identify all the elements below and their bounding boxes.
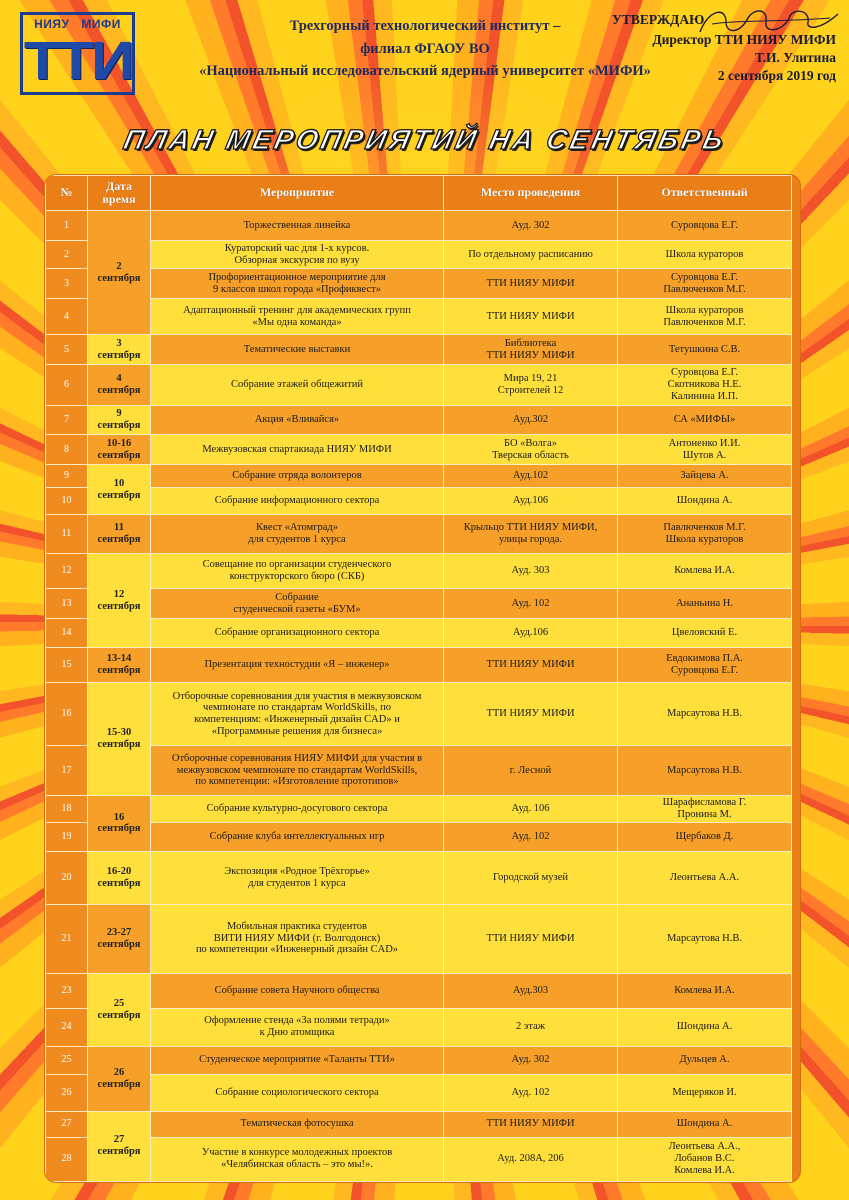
event-cell: Квест «Атомград» для студентов 1 курса <box>151 515 444 554</box>
table-row <box>46 554 792 589</box>
place-cell: БО «Волга» Тверская область <box>444 435 618 465</box>
responsible-cell: Щербаков Д. <box>618 822 792 851</box>
event-cell: Отборочные соревнования для участия в межвузовском чемпионате по стандартам WorldSkills, по компетенциям: «Инженерный дизайн CAD» и «Программные решения для бизнеса» <box>151 683 444 746</box>
row-number: 23 <box>46 973 88 1008</box>
header-responsible: Ответственный <box>618 176 792 211</box>
header-num: № <box>46 176 88 211</box>
event-cell: Собрание информационного сектора <box>151 488 444 515</box>
row-number: 1 <box>46 211 88 241</box>
row-number: 24 <box>46 1008 88 1046</box>
event-cell: Собрание этажей общежитий <box>151 365 444 406</box>
event-cell: Адаптационный тренинг для академических групп «Мы одна команда» <box>151 299 444 335</box>
header-date: Дата время <box>88 176 151 211</box>
responsible-cell: Суровцова Е.Г. Скотникова Н.Е. Калинина И.П. <box>618 365 792 406</box>
responsible-cell: Школа кураторов Павлюченков М.Г. <box>618 299 792 335</box>
responsible-cell: Тетушкина С.В. <box>618 335 792 365</box>
row-number: 2 <box>46 241 88 269</box>
row-number: 7 <box>46 406 88 435</box>
row-date: 2 сентября <box>88 211 151 335</box>
place-cell: Мира 19, 21 Строителей 12 <box>444 365 618 406</box>
place-cell: Ауд. 102 <box>444 589 618 619</box>
row-number: 12 <box>46 554 88 589</box>
place-cell: ТТИ НИЯУ МИФИ <box>444 299 618 335</box>
responsible-cell: Школа кураторов <box>618 241 792 269</box>
place-cell: 2 этаж <box>444 1008 618 1046</box>
row-date: 16-20 сентября <box>88 851 151 904</box>
place-cell: Городской музей <box>444 851 618 904</box>
place-cell: ТТИ НИЯУ МИФИ <box>444 269 618 299</box>
place-cell: Ауд. 302 <box>444 211 618 241</box>
row-number: 28 <box>46 1137 88 1181</box>
approval-word: УТВЕРЖДАЮ <box>612 12 705 27</box>
responsible-cell: Леонтьева А.А. <box>618 851 792 904</box>
table-row <box>46 515 792 554</box>
approval-position: Директор ТТИ НИЯУ МИФИ <box>652 32 836 47</box>
row-date: 16 сентября <box>88 796 151 852</box>
row-number: 26 <box>46 1074 88 1111</box>
row-date: 23-27 сентября <box>88 904 151 973</box>
event-cell: Совещание по организации студенческого конструкторского бюро (СКБ) <box>151 554 444 589</box>
row-number: 13 <box>46 589 88 619</box>
row-date: 10-16 сентября <box>88 435 151 465</box>
table-row <box>46 973 792 1008</box>
row-date: 25 сентября <box>88 973 151 1046</box>
place-cell: Ауд. 208А, 206 <box>444 1137 618 1181</box>
event-cell: Собрание клуба интеллектуальных игр <box>151 822 444 851</box>
responsible-cell: Мещеряков И. <box>618 1074 792 1111</box>
row-number: 21 <box>46 904 88 973</box>
logo-top-text: НИЯУ МИФИ <box>34 17 121 31</box>
row-number: 6 <box>46 365 88 406</box>
responsible-cell: Павлюченков М.Г. Школа кураторов <box>618 515 792 554</box>
table-row <box>46 683 792 746</box>
table-row <box>46 822 792 851</box>
place-cell: Ауд.102 <box>444 465 618 488</box>
row-number: 16 <box>46 683 88 746</box>
responsible-cell: Цвеловский Е. <box>618 619 792 648</box>
table-row <box>46 1137 792 1181</box>
approval-block <box>652 31 836 85</box>
table-row <box>46 1074 792 1111</box>
table-row <box>46 465 792 488</box>
responsible-cell: Антоненко И.И. Шутов А. <box>618 435 792 465</box>
event-cell: Кураторский час для 1-х курсов. Обзорная экскурсия по вузу <box>151 241 444 269</box>
responsible-cell: Шондина А. <box>618 488 792 515</box>
event-cell: Акция «Вливайся» <box>151 406 444 435</box>
row-date: 26 сентября <box>88 1046 151 1111</box>
logo-big-text: ТТИ <box>23 31 132 91</box>
event-cell: Мобильная практика студентов ВИТИ НИЯУ МИФИ (г. Волгодонск) по компетенции «Инженерный дизайн CAD» <box>151 904 444 973</box>
row-number: 20 <box>46 851 88 904</box>
responsible-cell: СА «МИФЫ» <box>618 406 792 435</box>
table-row <box>46 299 792 335</box>
table-row <box>46 435 792 465</box>
place-cell: Ауд.303 <box>444 973 618 1008</box>
row-date: 3 сентября <box>88 335 151 365</box>
table-row <box>46 365 792 406</box>
responsible-cell: Марсаутова Н.В. <box>618 683 792 746</box>
event-cell: Тематические выставки <box>151 335 444 365</box>
event-cell: Профориентационное мероприятие для 9 классов школ города «Профиквест» <box>151 269 444 299</box>
responsible-cell: Суровцова Е.Г. Павлюченков М.Г. <box>618 269 792 299</box>
place-cell: Ауд. 302 <box>444 1046 618 1074</box>
row-date: 27 сентября <box>88 1111 151 1181</box>
place-cell: По отдельному расписанию <box>444 241 618 269</box>
row-date: 12 сентября <box>88 554 151 648</box>
row-date: 9 сентября <box>88 406 151 435</box>
table-row <box>46 406 792 435</box>
place-cell: Ауд.106 <box>444 619 618 648</box>
event-cell: Участие в конкурсе молодежных проектов «Челябинская область – это мы!». <box>151 1137 444 1181</box>
header-event: Мероприятие <box>151 176 444 211</box>
place-cell: Ауд. 303 <box>444 554 618 589</box>
row-number: 15 <box>46 648 88 683</box>
row-number: 5 <box>46 335 88 365</box>
row-number: 25 <box>46 1046 88 1074</box>
table-row <box>46 619 792 648</box>
event-cell: Торжественная линейка <box>151 211 444 241</box>
table-header <box>46 176 792 211</box>
event-cell: Собрание студенческой газеты «БУМ» <box>151 589 444 619</box>
responsible-cell: Дульцев А. <box>618 1046 792 1074</box>
place-cell: г. Лесной <box>444 746 618 796</box>
row-number: 18 <box>46 796 88 823</box>
row-number: 14 <box>46 619 88 648</box>
event-cell: Экспозиция «Родное Трёхгорье» для студентов 1 курса <box>151 851 444 904</box>
row-date: 10 сентября <box>88 465 151 515</box>
row-date: 4 сентября <box>88 365 151 406</box>
responsible-cell: Суровцова Е.Г. <box>618 211 792 241</box>
event-cell: Отборочные соревнования НИЯУ МИФИ для участия в межвузовском чемпионате по стандартам WorldSkills, по компетенции: «Изготовление прототипов» <box>151 746 444 796</box>
place-cell: ТТИ НИЯУ МИФИ <box>444 648 618 683</box>
event-cell: Собрание культурно-досугового сектора <box>151 796 444 823</box>
responsible-cell: Комлева И.А. <box>618 554 792 589</box>
responsible-cell: Комлева И.А. <box>618 973 792 1008</box>
event-cell: Студенческое мероприятие «Таланты ТТИ» <box>151 1046 444 1074</box>
place-cell: Библиотека ТТИ НИЯУ МИФИ <box>444 335 618 365</box>
row-number: 19 <box>46 822 88 851</box>
event-cell: Собрание социологического сектора <box>151 1074 444 1111</box>
event-cell: Собрание совета Научного общества <box>151 973 444 1008</box>
responsible-cell: Шарафисламова Г. Пронина М. <box>618 796 792 823</box>
row-number: 4 <box>46 299 88 335</box>
header-place: Место проведения <box>444 176 618 211</box>
table-row <box>46 796 792 823</box>
place-cell: ТТИ НИЯУ МИФИ <box>444 683 618 746</box>
approval-date: 2 сентября 2019 год <box>717 68 836 83</box>
responsible-cell: Евдокимова П.А. Суровцова Е.Г. <box>618 648 792 683</box>
row-number: 27 <box>46 1111 88 1137</box>
responsible-cell: Шондина А. <box>618 1008 792 1046</box>
place-cell: Ауд. 102 <box>444 822 618 851</box>
row-date: 13-14 сентября <box>88 648 151 683</box>
responsible-cell: Ананьина Н. <box>618 589 792 619</box>
table-row <box>46 1008 792 1046</box>
responsible-cell: Марсаутова Н.В. <box>618 904 792 973</box>
table-row <box>46 488 792 515</box>
event-cell: Межвузовская спартакиада НИЯУ МИФИ <box>151 435 444 465</box>
row-number: 11 <box>46 515 88 554</box>
place-cell: ТТИ НИЯУ МИФИ <box>444 904 618 973</box>
tti-logo <box>20 12 135 95</box>
row-number: 8 <box>46 435 88 465</box>
table-row <box>46 1111 792 1137</box>
event-cell: Собрание организационного сектора <box>151 619 444 648</box>
table-row <box>46 269 792 299</box>
row-number: 9 <box>46 465 88 488</box>
institute-line-1: Трехгорный технологический институт – <box>289 18 561 34</box>
page-title <box>0 124 849 156</box>
row-number: 17 <box>46 746 88 796</box>
event-cell: Презентация техностудии «Я – инженер» <box>151 648 444 683</box>
table-row <box>46 648 792 683</box>
row-number: 10 <box>46 488 88 515</box>
responsible-cell: Шондина А. <box>618 1111 792 1137</box>
place-cell: Ауд.302 <box>444 406 618 435</box>
approval-name: Т.И. Улитина <box>755 50 836 65</box>
responsible-cell: Марсаутова Н.В. <box>618 746 792 796</box>
responsible-cell: Зайцева А. <box>618 465 792 488</box>
events-table <box>45 175 800 1182</box>
institute-line-3: «Национальный исследовательский ядерный университет «МИФИ» <box>199 63 651 79</box>
row-date: 11 сентября <box>88 515 151 554</box>
place-cell: Ауд.106 <box>444 488 618 515</box>
table-row <box>46 241 792 269</box>
place-cell: Ауд. 106 <box>444 796 618 823</box>
event-cell: Тематическая фотосушка <box>151 1111 444 1137</box>
table-row <box>46 1046 792 1074</box>
table-row <box>46 851 792 904</box>
event-cell: Оформление стенда «За полями тетради» к Дню атомщика <box>151 1008 444 1046</box>
table-row <box>46 589 792 619</box>
table-row <box>46 211 792 241</box>
row-number: 3 <box>46 269 88 299</box>
row-date: 15-30 сентября <box>88 683 151 796</box>
place-cell: Ауд. 102 <box>444 1074 618 1111</box>
table-row <box>46 746 792 796</box>
responsible-cell: Леонтьева А.А., Лобанов В.С. Комлева И.А. <box>618 1137 792 1181</box>
event-cell: Собрание отряда волонтеров <box>151 465 444 488</box>
place-cell: Крыльцо ТТИ НИЯУ МИФИ, улицы города. <box>444 515 618 554</box>
institute-line-2: филиал ФГАОУ ВО <box>360 40 490 57</box>
table-row <box>46 335 792 365</box>
place-cell: ТТИ НИЯУ МИФИ <box>444 1111 618 1137</box>
page-title-text: ПЛАН МЕРОПРИЯТИЙ НА СЕНТЯБРЬ <box>120 124 729 155</box>
table-row <box>46 904 792 973</box>
